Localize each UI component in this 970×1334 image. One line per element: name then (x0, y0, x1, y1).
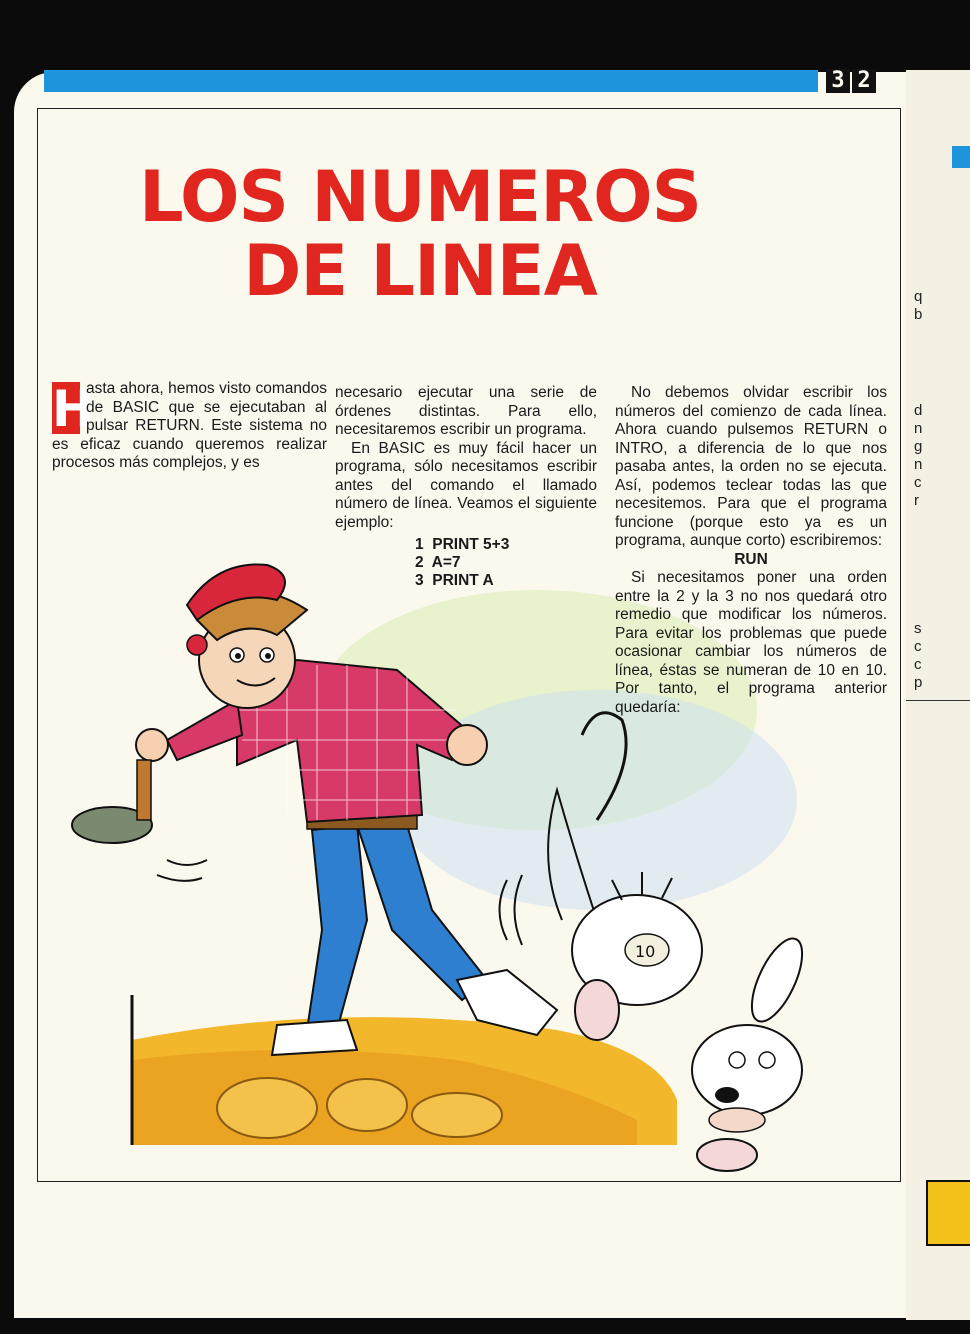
column-2-paragraph-2: En BASIC es muy fácil hacer un programa, sólo necesitamos escribir antes del comando el llamado número de línea. Veamos el siguiente ejemplo: (335, 439, 597, 531)
code-line: 2 A=7 (415, 554, 461, 571)
next-page-letter: c (914, 656, 922, 673)
column-3-paragraph-2: Si necesitamos poner una orden entre la 2 y la 3 no nos quedará otro remedio que modificar los números. Para evitar los problemas que puede ocasionar cambiar los números de línea, éstas se numeran de 10 en 10. Por tanto, el programa anterior quedaría: (615, 569, 887, 716)
next-page-letter: r (914, 492, 919, 509)
text-column-3 (615, 384, 887, 717)
next-page-letter: c (914, 638, 922, 655)
next-page-letter: n (914, 420, 923, 437)
column-2-paragraph-1: necesario ejecutar una serie de órdenes distintas. Para ello, necesitaremos escribir un programa. (335, 384, 597, 438)
column-1-text: asta ahora, hemos visto comandos de BASIC que se ejecutaban al pulsar RETURN. Este sistema no es eficaz cuando queremos realizar procesos más complejos, y es (52, 380, 327, 471)
page-number (826, 69, 876, 93)
next-page-rule (906, 700, 970, 701)
title-line-2: DE LINEA (243, 230, 597, 312)
next-page-letter: d (914, 402, 923, 419)
drop-cap: H (52, 380, 94, 438)
next-page-letter: b (914, 306, 923, 323)
next-page-letter: p (914, 674, 923, 691)
next-page-letter: s (914, 620, 922, 637)
page-title (100, 156, 740, 312)
page-number-digit: 3 (826, 69, 850, 93)
code-line: 1 PRINT 5+3 (415, 536, 510, 553)
next-page-illustration (926, 1180, 970, 1246)
title-line-1: LOS NUMEROS (138, 156, 702, 238)
code-listing (415, 536, 597, 590)
next-page-letter: n (914, 456, 923, 473)
stamp-number-on-dog: 10 (635, 942, 656, 961)
next-page-edge (906, 70, 970, 1320)
next-page-blue-bar (952, 146, 970, 168)
code-line: 3 PRINT A (415, 572, 494, 589)
next-page-letter: g (914, 438, 923, 455)
next-page-letter: q (914, 288, 923, 305)
header-color-bar (44, 70, 818, 92)
page-number-digit: 2 (852, 69, 876, 93)
text-column-2 (335, 384, 597, 590)
text-column-1 (52, 380, 327, 473)
column-3-paragraph-1: No debemos olvidar escribir los números del comienzo de cada línea. Ahora cuando pulsemos RETURN o INTRO, a diferencia de lo que nos pasaba antes, la orden no se ejecuta. Así, podemos teclear todas las que necesitemos. Para que el programa funcione (porque esto ya es un programa, aunque corto) escribiremos: (615, 384, 887, 549)
run-command: RUN (734, 550, 768, 568)
next-page-letter: c (914, 474, 922, 491)
